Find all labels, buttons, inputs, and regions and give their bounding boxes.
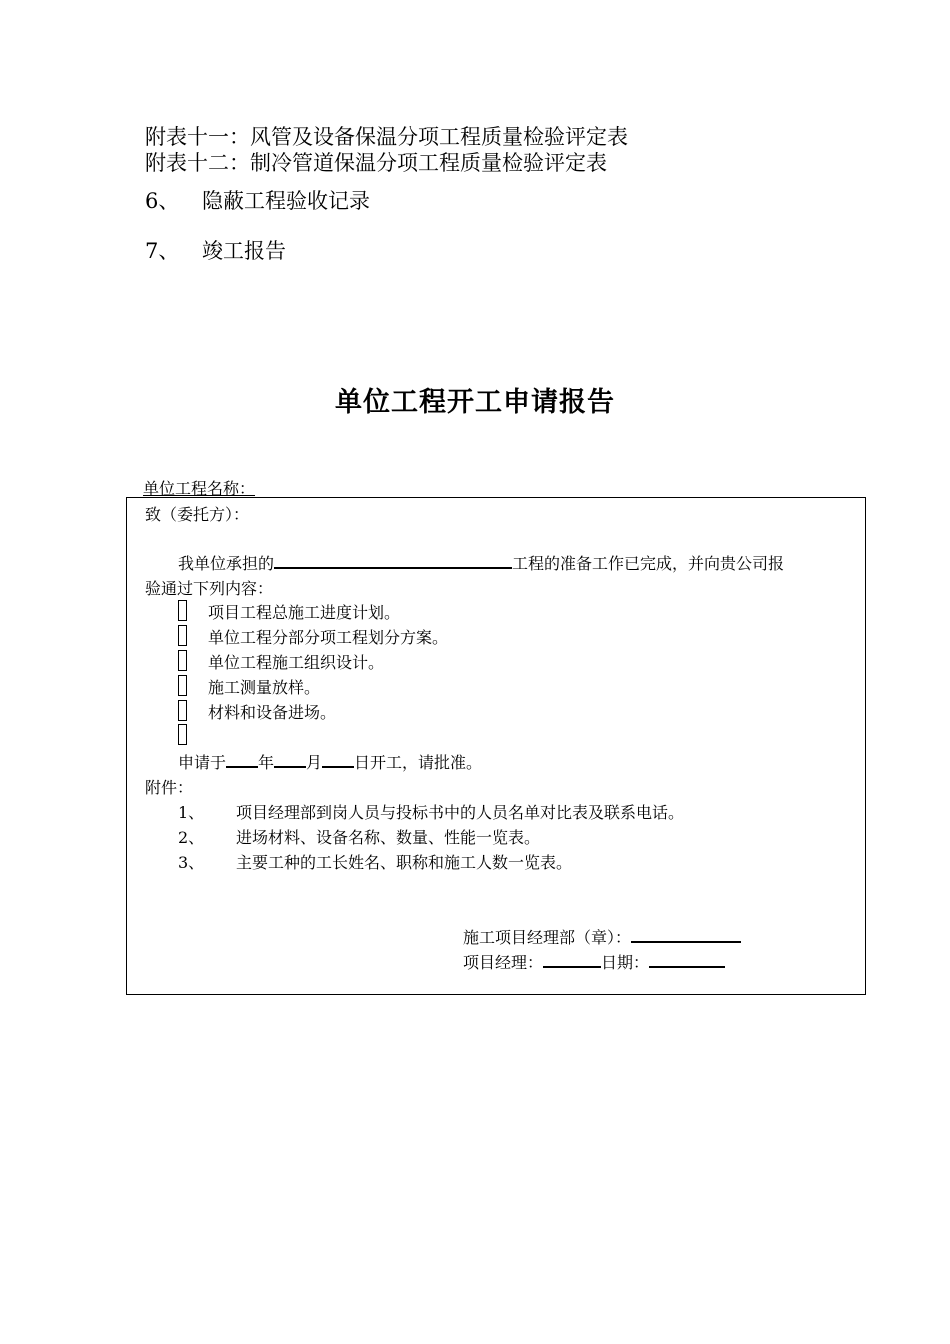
project-blank[interactable] bbox=[274, 552, 512, 569]
apply-date-line: 申请于 年 月 日开工，请批准。 bbox=[178, 753, 483, 772]
appendix-line-12: 附表十二：制冷管道保温分项工程质量检验评定表 bbox=[145, 151, 607, 175]
attachment-1-number: 1、 bbox=[178, 803, 205, 822]
list-item-7-text: 竣工报告 bbox=[202, 239, 286, 263]
year-blank[interactable] bbox=[226, 751, 258, 768]
intro-line-2: 验通过下列内容： bbox=[145, 579, 274, 598]
checkbox-6[interactable] bbox=[178, 724, 187, 745]
dept-seal-blank[interactable] bbox=[631, 926, 741, 943]
project-name-label: 单位工程名称： bbox=[143, 479, 256, 498]
checkbox-5[interactable] bbox=[178, 700, 187, 721]
addressee-line: 致（委托方）： bbox=[145, 505, 250, 524]
month-blank[interactable] bbox=[274, 751, 306, 768]
attachment-3-number: 3、 bbox=[178, 853, 205, 872]
checklist-item-5: 材料和设备进场。 bbox=[208, 703, 337, 722]
dept-signature-line: 施工项目经理部（章）： bbox=[463, 925, 741, 948]
checklist-item-1: 项目工程总施工进度计划。 bbox=[208, 603, 401, 622]
intro-line: 我单位承担的 工程的准备工作已完成，并向贵公司报 bbox=[178, 554, 785, 573]
appendix-line-11: 附表十一：风管及设备保温分项工程质量检验评定表 bbox=[145, 125, 628, 149]
attachment-1-text: 项目经理部到岗人员与投标书中的人员名单对比表及联系电话。 bbox=[236, 803, 685, 822]
checkbox-1[interactable] bbox=[178, 600, 187, 621]
checklist-item-3: 单位工程施工组织设计。 bbox=[208, 653, 385, 672]
checkbox-2[interactable] bbox=[178, 625, 187, 646]
attachment-2-number: 2、 bbox=[178, 828, 205, 847]
attachments-label: 附件： bbox=[145, 778, 194, 797]
date-blank[interactable] bbox=[649, 951, 725, 968]
checklist-item-2: 单位工程分部分项工程划分方案。 bbox=[208, 628, 449, 647]
attachment-2-text: 进场材料、设备名称、数量、性能一览表。 bbox=[236, 828, 541, 847]
page-title: 单位工程开工申请报告 bbox=[335, 387, 615, 418]
day-blank[interactable] bbox=[322, 751, 354, 768]
checkbox-4[interactable] bbox=[178, 675, 187, 696]
checkbox-3[interactable] bbox=[178, 650, 187, 671]
list-item-7-number: 7、 bbox=[145, 239, 180, 263]
manager-blank[interactable] bbox=[543, 951, 601, 968]
manager-date-line: 项目经理： 日期： bbox=[463, 950, 725, 973]
attachment-3-text: 主要工种的工长姓名、职称和施工人数一览表。 bbox=[236, 853, 573, 872]
list-item-6-number: 6、 bbox=[145, 189, 180, 213]
list-item-6-text: 隐蔽工程验收记录 bbox=[202, 189, 370, 213]
checklist-item-4: 施工测量放样。 bbox=[208, 678, 321, 697]
